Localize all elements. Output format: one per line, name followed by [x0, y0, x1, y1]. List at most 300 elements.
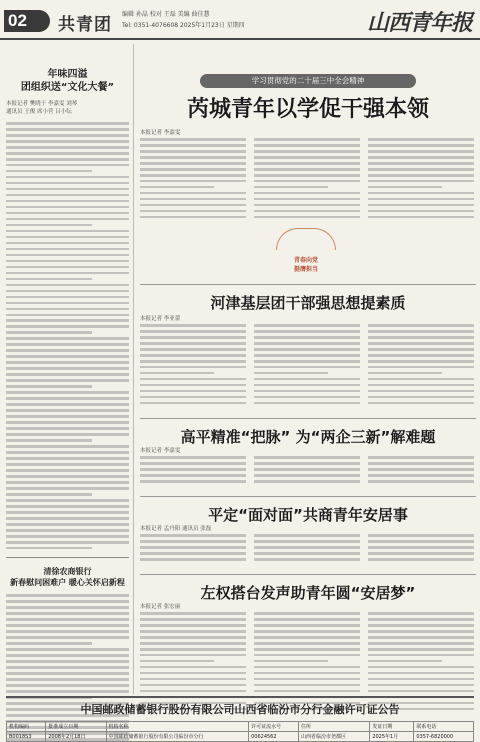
text-line: [140, 204, 246, 207]
text-line: [368, 342, 474, 345]
text-line: [6, 469, 129, 472]
text-line: [254, 336, 360, 339]
text-line: [6, 194, 129, 197]
text-line: [368, 654, 474, 657]
table-cell: 2008年2月18日: [46, 732, 106, 742]
headline-5: 左权搭台发声助青年圆“安居梦”: [200, 584, 416, 602]
left-headline: 年味四溢 团组织送“文化大餐”: [20, 69, 115, 93]
table-cell: 机构名称: [106, 722, 249, 732]
text-line: [6, 242, 129, 245]
text-line: [254, 684, 360, 687]
text-line: [254, 456, 360, 459]
text-line: [6, 660, 129, 663]
text-line: [6, 254, 129, 257]
text-line: [6, 505, 129, 508]
text-line: [6, 379, 129, 382]
headline-1: 芮城青年以学促干强本领: [186, 97, 429, 122]
table-cell: 联系电话: [414, 722, 474, 732]
text-line: [140, 216, 246, 219]
text-line: [140, 396, 246, 399]
notice-title: 中国邮政储蓄银行股份有限公司山西省临汾市分行金融许可证公告: [80, 703, 400, 716]
text-line: [254, 180, 360, 183]
text-line: [140, 210, 246, 213]
text-line: [368, 540, 474, 543]
text-line: [6, 517, 129, 520]
text-line: [254, 396, 360, 399]
text-line: [254, 474, 360, 477]
text-line: [368, 390, 474, 393]
table-row: [7, 722, 474, 732]
text-line: [140, 378, 246, 381]
table-cell: 0357-6820000: [414, 732, 474, 742]
text-line: [368, 666, 474, 669]
text-column: [140, 534, 246, 561]
text-line: [6, 290, 129, 293]
text-line: [140, 342, 246, 345]
date-line: Tel: 0351-4076608 2025年1月23日 星期四: [122, 22, 245, 29]
text-line: [368, 360, 474, 363]
text-line: [254, 612, 360, 615]
text-line: [140, 360, 246, 363]
text-line: [6, 433, 129, 436]
text-line: [368, 636, 474, 639]
text-line: [6, 278, 92, 281]
text-line: [6, 260, 129, 263]
text-line: [254, 480, 360, 483]
text-line: [140, 678, 246, 681]
text-line: [6, 122, 129, 125]
text-line: [140, 540, 246, 543]
text-line: [6, 624, 129, 627]
text-line: [254, 210, 360, 213]
text-line: [254, 324, 360, 327]
text-line: [368, 168, 474, 171]
text-line: [140, 474, 246, 477]
text-line: [6, 523, 129, 526]
text-line: [368, 618, 474, 621]
text-line: [140, 330, 246, 333]
text-line: [254, 330, 360, 333]
text-line: [6, 182, 129, 185]
edition-meta: [122, 9, 245, 31]
text-line: [254, 648, 360, 651]
table-cell: 发证日期: [370, 722, 414, 732]
text-column: [368, 138, 474, 218]
text-line: [368, 186, 442, 189]
text-line: [6, 284, 129, 287]
text-line: [254, 636, 360, 639]
text-line: [368, 660, 442, 663]
text-line: [6, 337, 129, 340]
text-line: [140, 456, 246, 459]
text-line: [6, 200, 129, 203]
text-line: [6, 385, 92, 388]
text-line: [254, 642, 360, 645]
text-line: [254, 390, 360, 393]
text-line: [254, 216, 360, 219]
text-column: [254, 456, 360, 483]
text-line: [6, 325, 129, 328]
text-line: [254, 540, 360, 543]
text-line: [254, 552, 360, 555]
text-line: [140, 402, 246, 405]
text-line: [6, 499, 129, 502]
text-line: [6, 415, 129, 418]
newspaper-logo: 山西青年报: [366, 10, 472, 36]
text-line: [140, 192, 246, 195]
text-line: [6, 308, 129, 311]
text-line: [368, 534, 474, 537]
text-line: [254, 534, 360, 537]
table-cell: 山西省临汾市尧都区: [299, 732, 370, 742]
text-line: [254, 204, 360, 207]
text-line: [368, 348, 474, 351]
byline-5: 本报记者 张宏丽: [140, 604, 181, 610]
stamp-text-top: 青春向党: [293, 257, 318, 264]
text-line: [140, 660, 214, 663]
text-line: [368, 156, 474, 159]
text-line: [368, 378, 474, 381]
text-line: [254, 384, 360, 387]
license-table: [6, 721, 474, 742]
text-line: [6, 152, 129, 155]
text-line: [6, 642, 92, 645]
text-line: [6, 451, 129, 454]
text-line: [140, 336, 246, 339]
text-line: [254, 666, 360, 669]
text-line: [6, 140, 129, 143]
text-line: [6, 355, 129, 358]
text-line: [368, 648, 474, 651]
text-line: [140, 480, 246, 483]
byline-1: 本报记者 李嘉雯: [140, 130, 181, 136]
text-column: [254, 534, 360, 561]
text-line: [368, 630, 474, 633]
table-cell: B0018S3: [7, 732, 46, 742]
text-line: [6, 248, 129, 251]
stamp-arc: [276, 228, 336, 250]
text-line: [368, 678, 474, 681]
divider: [6, 557, 129, 558]
editors-line: 编辑 孙晶 校对 王磊 美编 曲佳慧: [122, 11, 210, 18]
text-line: [6, 128, 129, 131]
text-line: [6, 146, 129, 149]
text-line: [6, 439, 92, 442]
text-line: [254, 558, 360, 561]
text-line: [140, 612, 246, 615]
text-line: [254, 462, 360, 465]
text-line: [254, 156, 360, 159]
table-cell: 00624562: [249, 732, 299, 742]
text-line: [6, 349, 129, 352]
text-line: [368, 372, 442, 375]
text-line: [140, 666, 246, 669]
page-number: 02: [4, 10, 50, 32]
text-line: [368, 162, 474, 165]
text-line: [6, 541, 129, 544]
text-line: [6, 475, 129, 478]
text-line: [254, 660, 328, 663]
table-cell: 机构编码: [7, 722, 46, 732]
text-line: [368, 384, 474, 387]
divider: [140, 496, 476, 497]
text-line: [140, 156, 246, 159]
text-line: [140, 180, 246, 183]
text-line: [368, 612, 474, 615]
headline-2: 河津基层团干部强思想提素质: [210, 294, 406, 312]
text-line: [6, 600, 129, 603]
text-line: [254, 366, 360, 369]
text-line: [6, 212, 129, 215]
text-line: [254, 402, 360, 405]
text-line: [140, 624, 246, 627]
text-line: [6, 684, 129, 687]
text-line: [368, 468, 474, 471]
text-line: [368, 690, 474, 693]
table-cell: 住所: [299, 722, 370, 732]
text-line: [6, 630, 129, 633]
text-line: [140, 618, 246, 621]
text-line: [254, 630, 360, 633]
text-line: [140, 348, 246, 351]
divider: [140, 284, 476, 285]
text-column: [368, 534, 474, 561]
text-line: [6, 314, 129, 317]
text-line: [368, 354, 474, 357]
text-line: [368, 642, 474, 645]
text-line: [254, 150, 360, 153]
text-line: [6, 648, 129, 651]
text-line: [140, 534, 246, 537]
text-line: [368, 192, 474, 195]
text-column: [140, 138, 246, 218]
text-line: [6, 170, 92, 173]
text-line: [140, 642, 246, 645]
text-line: [254, 678, 360, 681]
text-line: [254, 690, 360, 693]
left-headline-2: 清徐农商银行 新春慰问困难户 暖心关怀启新程: [10, 567, 125, 588]
text-line: [254, 192, 360, 195]
text-line: [254, 168, 360, 171]
text-line: [368, 216, 474, 219]
text-line: [6, 493, 92, 496]
text-line: [6, 672, 129, 675]
text-line: [6, 296, 129, 299]
table-cell: 2025年1月: [370, 732, 414, 742]
main-area: [140, 44, 476, 694]
text-line: [6, 427, 129, 430]
text-line: [254, 546, 360, 549]
text-line: [6, 481, 129, 484]
text-line: [368, 456, 474, 459]
text-line: [6, 409, 129, 412]
text-line: [6, 158, 129, 161]
text-line: [140, 684, 246, 687]
text-line: [254, 672, 360, 675]
text-line: [140, 672, 246, 675]
text-line: [254, 144, 360, 147]
theme-banner: 学习贯彻党的二十届三中全会精神: [200, 74, 416, 88]
text-line: [368, 198, 474, 201]
headline-4: 平定“面对面”共商青年安居事: [208, 506, 408, 524]
text-line: [6, 391, 129, 394]
stamp-text-bottom: 挺膺担当: [293, 266, 318, 273]
text-line: [368, 174, 474, 177]
text-line: [6, 487, 129, 490]
text-line: [6, 612, 129, 615]
text-line: [140, 174, 246, 177]
text-line: [254, 186, 328, 189]
bank-license-notice: [6, 696, 474, 740]
text-line: [140, 372, 214, 375]
left-column: [6, 44, 134, 694]
text-line: [368, 624, 474, 627]
text-line: [6, 367, 129, 370]
text-line: [368, 330, 474, 333]
text-line: [140, 186, 214, 189]
text-line: [140, 636, 246, 639]
text-line: [140, 546, 246, 549]
slogan-stamp: [276, 232, 336, 272]
text-line: [140, 558, 246, 561]
text-line: [254, 174, 360, 177]
text-column: [368, 456, 474, 483]
text-line: [6, 457, 129, 460]
article-2-body: [140, 324, 474, 404]
text-line: [254, 624, 360, 627]
text-line: [140, 690, 246, 693]
text-line: [6, 331, 92, 334]
text-line: [6, 302, 129, 305]
text-line: [6, 535, 129, 538]
text-column: [140, 456, 246, 483]
divider: [140, 574, 476, 575]
table-cell: 许可证流水号: [249, 722, 299, 732]
text-line: [6, 266, 129, 269]
text-line: [254, 654, 360, 657]
text-line: [6, 511, 129, 514]
text-line: [6, 236, 129, 239]
text-line: [368, 324, 474, 327]
text-line: [140, 654, 246, 657]
text-line: [6, 594, 129, 597]
text-line: [140, 462, 246, 465]
text-line: [6, 547, 92, 550]
text-line: [368, 480, 474, 483]
text-line: [6, 218, 129, 221]
text-line: [6, 134, 129, 137]
left-article-body: [6, 122, 129, 549]
text-line: [140, 198, 246, 201]
text-line: [6, 606, 129, 609]
text-line: [254, 198, 360, 201]
text-line: [6, 403, 129, 406]
text-line: [368, 672, 474, 675]
text-line: [368, 402, 474, 405]
text-line: [368, 150, 474, 153]
text-line: [254, 378, 360, 381]
text-line: [254, 348, 360, 351]
text-line: [6, 230, 129, 233]
text-line: [368, 546, 474, 549]
text-line: [6, 224, 92, 227]
text-line: [368, 336, 474, 339]
text-line: [6, 176, 129, 179]
text-line: [254, 354, 360, 357]
text-line: [6, 666, 129, 669]
text-line: [368, 684, 474, 687]
text-line: [140, 138, 246, 141]
text-line: [6, 636, 129, 639]
text-line: [140, 168, 246, 171]
text-line: [6, 654, 129, 657]
text-line: [140, 150, 246, 153]
text-line: [368, 558, 474, 561]
left-byline: 本报记者 樊晓于 李嘉雯 刘琴 通讯员 王俊 席小营 吕小纭: [6, 101, 78, 115]
text-line: [368, 396, 474, 399]
text-line: [6, 678, 129, 681]
text-line: [368, 462, 474, 465]
section-name: 共青团: [58, 15, 112, 35]
text-line: [140, 648, 246, 651]
byline-2: 本报记者 李亚蕾: [140, 316, 181, 322]
text-line: [6, 188, 129, 191]
text-line: [6, 463, 129, 466]
masthead: [0, 0, 480, 40]
text-line: [6, 618, 129, 621]
text-line: [6, 343, 129, 346]
text-line: [254, 342, 360, 345]
text-line: [140, 144, 246, 147]
text-line: [6, 690, 129, 693]
text-line: [140, 324, 246, 327]
text-line: [254, 138, 360, 141]
text-line: [368, 474, 474, 477]
text-line: [368, 138, 474, 141]
text-line: [140, 384, 246, 387]
article-3-body: [140, 456, 474, 483]
text-line: [6, 361, 129, 364]
text-line: [368, 180, 474, 183]
text-line: [140, 552, 246, 555]
article-1-body: [140, 138, 474, 218]
text-line: [140, 630, 246, 633]
text-column: [368, 324, 474, 404]
text-line: [368, 552, 474, 555]
headline-3: 高平精准“把脉” 为“两企三新”解难题: [180, 428, 436, 446]
text-line: [6, 397, 129, 400]
byline-4: 本报记者 孟丹阳 通讯员 张磊: [140, 526, 212, 532]
text-line: [140, 162, 246, 165]
text-line: [6, 445, 129, 448]
text-line: [6, 421, 129, 424]
text-line: [254, 468, 360, 471]
text-line: [6, 529, 129, 532]
text-line: [368, 210, 474, 213]
text-line: [254, 162, 360, 165]
text-line: [254, 372, 328, 375]
text-line: [254, 618, 360, 621]
table-cell: 中国邮政储蓄银行股份有限公司临汾市分行: [106, 732, 249, 742]
divider: [140, 418, 476, 419]
table-row: [7, 732, 474, 742]
text-line: [6, 272, 129, 275]
text-line: [368, 204, 474, 207]
text-line: [140, 366, 246, 369]
text-line: [6, 319, 129, 322]
text-line: [254, 360, 360, 363]
text-column: [254, 324, 360, 404]
